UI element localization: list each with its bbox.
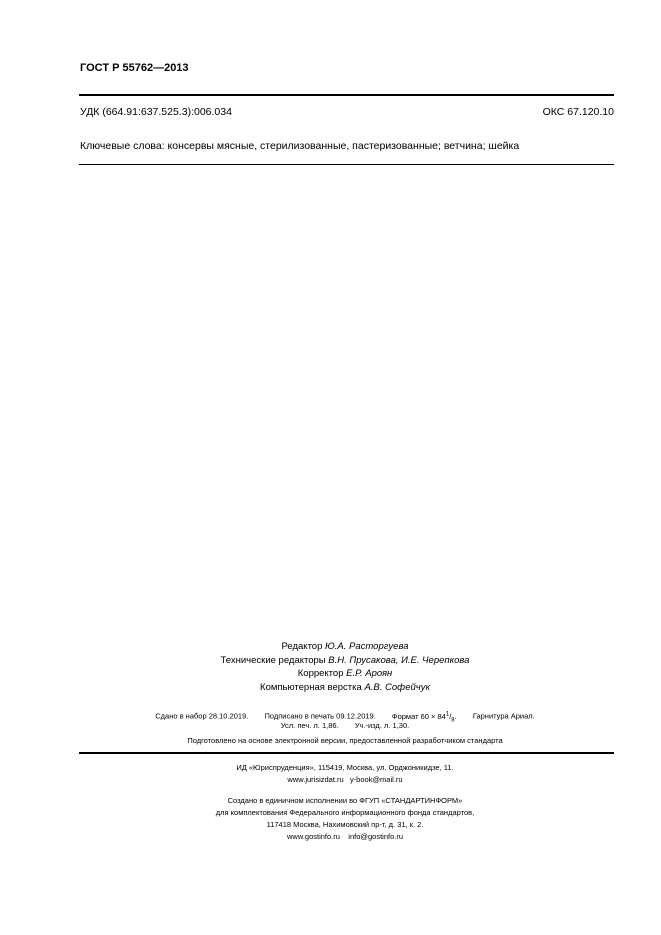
layout-line xyxy=(180,681,510,695)
tech-editors-label: Технические редакторы xyxy=(220,654,326,666)
corrector-label: Корректор xyxy=(297,668,344,679)
editor-line xyxy=(180,640,510,654)
font-info: Гарнитура Ариал. xyxy=(472,711,535,721)
format: Формат $60 \times 84^1/_8$. xyxy=(391,711,457,723)
publisher-email: y-book@mail.ru xyxy=(349,775,403,784)
layout-name: А.В. Софейчук xyxy=(364,681,430,693)
corrector-name: Е.Р. Ароян xyxy=(346,668,393,679)
standartinform-address: 117418 Москва, Нахимовский пр-т, д. 31, к. 2. xyxy=(266,820,424,829)
layout-label: Компьютерная верстка xyxy=(260,681,362,693)
editor-label: Редактор xyxy=(281,641,323,652)
oks-code: ОКС 67.120.10 xyxy=(542,106,614,118)
print-sheets: Усл. печ. л. 1,86. xyxy=(280,721,339,730)
publisher-id: ИД «Юриспруденция», 115419, Москва, ул. Орджоникидзе, 11. xyxy=(236,763,454,772)
tech-editors-names: В.Н. Прусакова, И.Е. Черепкова xyxy=(328,654,470,666)
edition-sheets: Уч.-изд. л. 1,30. xyxy=(354,721,410,730)
editor-name: Ю.А. Расторгуева xyxy=(325,641,409,652)
keywords: Ключевые слова: консервы мясные, стерилизованные, пастеризованные; ветчина; шейка xyxy=(80,140,520,152)
corrector-line xyxy=(180,667,510,681)
top-divider xyxy=(79,94,614,96)
submitted-date: Сдано в набор 28.10.2019. xyxy=(155,711,249,721)
bottom-divider xyxy=(79,752,614,754)
standartinform-site: www.gostinfo.ru xyxy=(286,832,340,841)
created-line-1: Создано в единичном исполнении во ФГУП «СТАНДАРТИНФОРМ» xyxy=(227,796,463,805)
signed-date: Подписано в печать 09.12.2019. xyxy=(264,711,376,721)
publisher-contacts xyxy=(150,774,540,786)
keywords-divider xyxy=(79,164,614,165)
publisher-site: www.jurisizdat.ru xyxy=(287,775,344,784)
standartinform-contacts xyxy=(150,831,540,843)
standard-number: ГОСТ Р 55762—2013 xyxy=(80,62,189,74)
credits-block xyxy=(180,640,510,694)
tech-editors-line xyxy=(180,654,510,668)
imprint-line-2 xyxy=(100,720,590,732)
udk-code: УДК (664.91:637.525.3):006.034 xyxy=(80,106,232,118)
created-line-2: для комплектования Федерального информационного фонда стандартов, xyxy=(215,808,475,817)
standartinform-email: info@gostinfo.ru xyxy=(348,832,404,841)
prepared-note: Подготовлено на основе электронной версии, предоставленной разработчиком стандарта xyxy=(187,736,503,745)
